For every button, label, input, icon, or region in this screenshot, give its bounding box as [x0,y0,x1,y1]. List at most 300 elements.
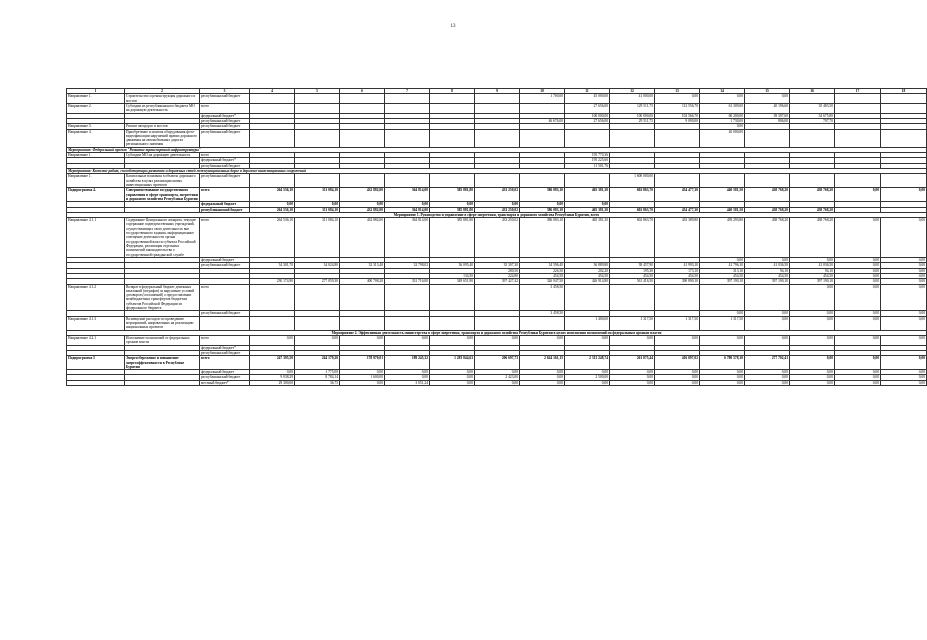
funding-source: федеральный бюджет* [200,113,250,118]
value-cell: 397 190,10 [700,279,745,284]
table-row [67,103,927,113]
funding-source: республиканский бюджет [200,118,250,123]
value-cell: 1 600,00 [340,375,385,380]
value-cell: 0,00 [700,257,745,262]
value-cell: 27 656,00 [565,118,610,123]
funding-source: всего [200,356,250,370]
value-cell: 94,10 [790,268,835,273]
value-cell [655,129,700,147]
value-cell: 0,00 [250,370,295,375]
value-cell: 0,00 [655,335,700,345]
value-cell: 0,00 [881,188,927,202]
value-cell: 35 483,50 [790,103,835,113]
value-cell: 0,00 [790,335,835,345]
value-cell: 0,00 [835,375,881,380]
value-cell: 0,00 [430,380,475,385]
budget-table [66,88,927,386]
value-cell: 94,10 [745,268,790,273]
table-row [67,356,927,370]
value-cell: 0,00 [790,380,835,385]
value-cell: 432 882,00 [340,218,385,258]
table-row [67,284,927,311]
value-cell: 264 536,10 [250,207,295,212]
value-cell: 0,00 [835,316,881,330]
value-cell [295,103,340,113]
value-cell: 6 780 578,10 [700,356,745,370]
value-cell: 61 309,00 [700,103,745,113]
row-title: Энергосбережение и повышение энергоэффективности в Республике Бурятия [125,356,200,370]
value-cell: 426 914,80 [565,279,610,284]
row-code: Направление 4. [67,129,125,147]
value-cell [430,129,475,147]
value-cell: 0,00 [835,218,881,258]
row-code: Направление 4.2.1 [67,335,125,345]
value-cell: 0,00 [340,380,385,385]
value-cell: 0,00 [881,335,927,345]
value-cell: 602 863,70 [610,218,655,258]
value-cell: 0,00 [475,202,520,207]
row-code: Направление 1. [67,153,125,158]
value-cell: 20 000,00 [700,129,745,147]
value-cell: 454,50 [610,273,655,278]
value-cell [340,284,385,311]
value-cell [475,94,520,104]
value-cell: 0,00 [881,279,927,284]
value-cell: 400 708,20 [340,279,385,284]
table-row [67,335,927,345]
value-cell: 34 596,40 [520,263,565,268]
value-cell: 364 814,00 [385,218,430,258]
value-cell: 385 881,80 [430,218,475,258]
value-cell: 36,75 [295,380,340,385]
value-cell [790,174,835,188]
value-cell: 9 090,00 [655,118,700,123]
funding-source: республиканский бюджет [200,350,250,355]
funding-source: всего [200,103,250,113]
column-number: 7 [385,89,430,94]
value-cell: 0,00 [565,380,610,385]
value-cell: 0,00 [835,263,881,268]
value-cell [295,316,340,330]
value-cell: 39 397,60 [745,113,790,118]
value-cell: 0,00 [745,380,790,385]
value-cell: 280,50 [475,268,520,273]
value-cell: 0,00 [430,335,475,345]
value-cell [385,174,430,188]
column-number: 1 [67,89,125,94]
value-cell [475,103,520,113]
value-cell: 0,00 [475,335,520,345]
value-cell: 0,00 [430,375,475,380]
value-cell [835,94,881,104]
row-code: Направление 3. [67,124,125,129]
funding-source: всего [200,335,250,345]
value-cell: 0,00 [835,257,881,262]
value-cell: 100 000,00 [565,113,610,118]
value-cell: 0,00 [881,370,927,375]
value-cell: 0,00 [610,380,655,385]
value-cell: 0,00 [700,124,745,129]
section-title: Мероприятие: Федеральный проект "Развитие транспортной инфраструктуры" [67,147,927,152]
value-cell: 433 250,02 [475,188,520,202]
value-cell: 0,00 [610,370,655,375]
value-cell [295,129,340,147]
value-cell: 806,00 [745,118,790,123]
value-cell: 440 581,50 [700,188,745,202]
value-cell: 0,00 [655,380,700,385]
value-cell: 0,00 [385,375,430,380]
value-cell: 129 511,75 [610,103,655,113]
value-cell [475,174,520,188]
value-cell: 0,00 [790,311,835,316]
funding-source: федеральный бюджет* [200,158,250,163]
value-cell: 41 796,10 [700,263,745,268]
value-cell: 32 313,40 [340,263,385,268]
value-cell: 244 179,20 [295,356,340,370]
value-cell [340,129,385,147]
funding-source [200,316,250,330]
value-cell: 0,00 [881,218,927,258]
value-cell: 561 416,50 [610,279,655,284]
value-cell: 0,00 [881,284,927,311]
value-cell: 178 970,01 [340,356,385,370]
table-row [67,94,927,104]
value-cell: 397 190,10 [745,279,790,284]
value-cell: 0,00 [881,356,927,370]
value-cell: 195 770,36 [565,153,610,158]
value-cell [835,174,881,188]
value-cell: 8 784,14 [295,375,340,380]
value-cell [430,316,475,330]
value-cell: 0,00 [700,311,745,316]
value-cell [340,174,385,188]
column-number: 13 [655,89,700,94]
value-cell: 385 881,80 [430,188,475,202]
value-cell: 0,00 [835,380,881,385]
value-cell: 0,00 [745,335,790,345]
value-cell: 0,00 [700,370,745,375]
value-cell [430,94,475,104]
value-cell: 0,00 [655,370,700,375]
value-cell: 0,00 [520,370,565,375]
funding-source: всего [200,153,250,158]
value-cell: 206 697,73 [475,356,520,370]
value-cell: 35 307,30 [475,263,520,268]
value-cell: 0,00 [790,316,835,330]
value-cell [250,129,295,147]
value-cell: 397 427,42 [475,279,520,284]
value-cell: 0,00 [881,316,927,330]
value-cell: 1 730,00 [700,118,745,123]
value-cell [430,103,475,113]
value-cell [881,94,927,104]
value-cell: 40 196,60 [745,103,790,113]
value-cell: 0,00 [835,188,881,202]
funding-source: республиканский бюджет [200,207,250,212]
value-cell: 60 200,00 [700,113,745,118]
value-cell: 311 084,10 [295,188,340,202]
value-cell: 100 000,00 [610,113,655,118]
value-cell: 261 075,44 [610,356,655,370]
value-cell: 0,00 [700,335,745,345]
value-cell: 0,00 [881,311,927,316]
value-cell: 38 457,90 [610,263,655,268]
value-cell [520,129,565,147]
value-cell: 465 381,30 [565,207,610,212]
value-cell: 386 083,10 [520,188,565,202]
row-title: Субсидии МО на дорожную деятельность [125,153,200,158]
value-cell [250,94,295,104]
value-cell: 0,00 [745,94,790,104]
row-title: Субсидии из республиканского бюджета МО на дорожную деятельность [125,103,200,113]
value-cell: 707,70 [790,118,835,123]
value-cell: 277 059,30 [295,279,340,284]
column-number: 12 [610,89,655,94]
value-cell: 390 890,10 [655,279,700,284]
value-cell: 45 000,00 [565,94,610,104]
value-cell: 2 624 161,15 [520,356,565,370]
value-cell: 36 889,80 [565,263,610,268]
value-cell [881,129,927,147]
value-cell: 0,00 [881,257,927,262]
value-cell: 0,00 [565,335,610,345]
value-cell: 311 084,10 [295,218,340,258]
value-cell: 0,00 [250,335,295,345]
value-cell: 331 716,00 [385,279,430,284]
value-cell: 0,00 [700,380,745,385]
row-title: Строительство и реконструкция дорожного и мостов [125,94,200,104]
funding-source: федеральный бюджет* [200,345,250,350]
value-cell: 2 423,00 [475,375,520,380]
table-row [67,380,927,385]
funding-source: республиканский бюджет [200,94,250,104]
section-title: Мероприятие: Комплекс работ, способствующих развитию и дорожных сетей межмуниципальных дорог и дорожно-инвестиционных сооружений [67,169,927,174]
value-cell [881,103,927,113]
row-code: Направление 1. [67,174,125,188]
row-title: Приобретение и монтаж оборудования фото-видеофиксации нарушений правил дорожного движения на автомобильных дорогах регионального значения [125,129,200,147]
value-cell: 9 038,29 [250,375,295,380]
value-cell: 0,00 [881,263,927,268]
row-code: Направление 4.1.3 [67,316,125,330]
column-number: 14 [700,89,745,94]
value-cell: 41 036,50 [745,263,790,268]
section-title: Мероприятие 1. Руководство и управление в сфере энергетики, транспорта и дорожного хозяйства Республики Бурятия, всего [67,212,927,217]
funding-source: республиканский бюджет [200,174,250,188]
row-code: Направление 4.1.1 [67,218,125,258]
value-cell: 465 381,30 [565,218,610,258]
value-cell [295,174,340,188]
value-cell: 0,00 [835,279,881,284]
value-cell: 313,10 [700,268,745,273]
value-cell: 0,00 [340,335,385,345]
value-cell: 0,00 [385,202,430,207]
value-cell: 0,00 [745,370,790,375]
value-cell: 0,00 [881,375,927,380]
funding-source: республиканский бюджет [200,263,250,268]
value-cell: 247 395,50 [250,356,295,370]
value-cell: 602 863,70 [610,188,655,202]
value-cell: 0,00 [520,380,565,385]
column-number: 8 [430,89,475,94]
value-cell: 0,00 [565,370,610,375]
value-cell: 0,00 [835,356,881,370]
value-cell: 0,00 [790,375,835,380]
funding-source: федеральный бюджет [200,202,250,207]
value-cell: 386 083,10 [520,207,565,212]
value-cell: 0,00 [745,375,790,380]
value-cell: 277 702,41 [745,356,790,370]
value-cell: 0,00 [385,335,430,345]
value-cell [250,103,295,113]
value-cell: 0,00 [700,375,745,380]
value-cell [790,94,835,104]
value-cell [745,284,790,311]
value-cell [295,94,340,104]
column-number: 2 [125,89,200,94]
value-cell: 326 947,50 [520,279,565,284]
value-cell: 189 245,32 [385,356,430,370]
value-cell: 226,50 [520,268,565,273]
value-cell: 0,00 [520,375,565,380]
value-cell: 41 000,00 [610,94,655,104]
value-cell: 0,00 [881,380,927,385]
value-cell: 34 675,80 [790,113,835,118]
column-number: 5 [295,89,340,94]
value-cell: 0,00 [295,335,340,345]
funding-source: федеральный бюджет [200,257,250,262]
value-cell [250,284,295,311]
value-cell: 438 768,20 [745,188,790,202]
value-cell: 134,50 [430,273,475,278]
value-cell: 364 814,00 [385,207,430,212]
funding-source: республиканский бюджет [200,311,250,316]
row-title: Капитальные вложения в объекты дорожного хозяйства в целях реализации новых инвестиционных проектов [125,174,200,188]
funding-source: местный бюджет* [200,380,250,385]
value-cell [520,316,565,330]
value-cell: 34 024,80 [295,263,340,268]
funding-source: всего [200,218,250,258]
value-cell: 1 400,00 [565,316,610,330]
value-cell [745,129,790,147]
value-cell: 0,00 [520,335,565,345]
value-cell: 0,00 [881,273,927,278]
row-code: Подпрограмма 4. [67,188,125,202]
value-cell: 1 317,50 [610,316,655,330]
value-cell: 416 097,02 [655,356,700,370]
value-cell: 1 317,50 [655,316,700,330]
value-cell: 0,00 [745,316,790,330]
row-title [125,380,200,385]
value-cell: 0,00 [745,311,790,316]
value-cell: 433 250,02 [475,207,520,212]
value-cell [250,174,295,188]
funding-source: всего [200,188,250,202]
funding-source: республиканский бюджет [200,124,250,129]
row-title: Совершенствование государственного управления в сфере транспорта, энергетики и дорожного хозяйства Республики Бурятия [126,188,198,201]
value-cell: 0,00 [565,202,610,207]
table-row [67,316,927,330]
value-cell: 173,10 [655,268,700,273]
value-cell: 3 458,50 [520,311,565,316]
value-cell: 438 768,20 [790,207,835,212]
value-cell: 46 676,00 [520,118,565,123]
value-cell: 438 768,20 [790,188,835,202]
value-cell: 0,00 [610,335,655,345]
value-cell: 0,00 [655,94,700,104]
value-cell: 454,50 [745,273,790,278]
value-cell: 195 225,60 [565,158,610,163]
row-code: Подпрограмма 5 [67,356,125,370]
value-cell: 0,00 [250,202,295,207]
value-cell: 439 293,80 [700,218,745,258]
value-cell: 27 656,00 [565,103,610,113]
column-number: 18 [881,89,927,94]
value-cell: 3 458,50 [520,284,565,311]
value-cell: 36 095,40 [430,263,475,268]
value-cell: 0,00 [385,370,430,375]
row-title: Содержание Центрального аппарата, текущее содержание подведомственных учреждений, осуществляющих свою деятельность вне государственного задания, информационное освещение деятельности органа государственной власти субъекта Российской Федерации, реализация отдельных полномочий законодательства о государственной гражданской службе [125,218,200,258]
value-cell [475,129,520,147]
value-cell [565,129,610,147]
value-cell [385,94,430,104]
value-cell [340,316,385,330]
value-cell: 311 084,10 [295,207,340,212]
value-cell: 1 600 000,00 [610,174,655,188]
value-cell: 0,00 [835,284,881,311]
value-cell [385,129,430,147]
value-cell: 41 036,50 [790,263,835,268]
value-cell: 454,50 [655,273,700,278]
value-cell: 34 301,70 [250,263,295,268]
value-cell: 0,00 [835,268,881,273]
value-cell: 1 317,50 [700,316,745,330]
row-title: Возврат в федеральный бюджет денежных взысканий (штрафов) за нарушение условий договоров (соглашений) о предоставлении межбюджетных трансфертов бюджетам субъектов Российской Федерации из федерального бюджета [125,284,200,311]
value-cell: 440 581,50 [700,207,745,212]
value-cell [430,174,475,188]
value-cell [295,284,340,311]
value-cell [655,174,700,188]
value-cell: 0,00 [655,375,700,380]
value-cell [700,284,745,311]
value-cell: 0,00 [835,335,881,345]
value-cell: 602 863,70 [610,207,655,212]
value-cell: 264 536,10 [250,188,295,202]
column-number: 10 [520,89,565,94]
value-cell: 1 775,00 [295,370,340,375]
value-cell: 0,00 [475,380,520,385]
value-cell [610,129,655,147]
value-cell: 454,50 [790,273,835,278]
value-cell [385,316,430,330]
value-cell: 0,00 [790,370,835,375]
value-cell: 0,00 [295,202,340,207]
value-cell [475,316,520,330]
value-cell: 1 700,00 [520,94,565,104]
value-cell: 11 501,76 [565,163,610,168]
value-cell: 0,00 [745,257,790,262]
value-cell [520,103,565,113]
value-cell: 1 283 844,63 [430,356,475,370]
table-row [67,188,927,202]
column-number: 16 [790,89,835,94]
value-cell: 32 798,02 [385,263,430,268]
row-code: Направление 1. [67,94,125,104]
funding-source: федеральный бюджет [200,370,250,375]
value-cell: 438 768,20 [745,207,790,212]
value-cell: 224,80 [475,273,520,278]
value-cell: 2 313 248,74 [565,356,610,370]
funding-source: республиканский бюджет [200,163,250,168]
